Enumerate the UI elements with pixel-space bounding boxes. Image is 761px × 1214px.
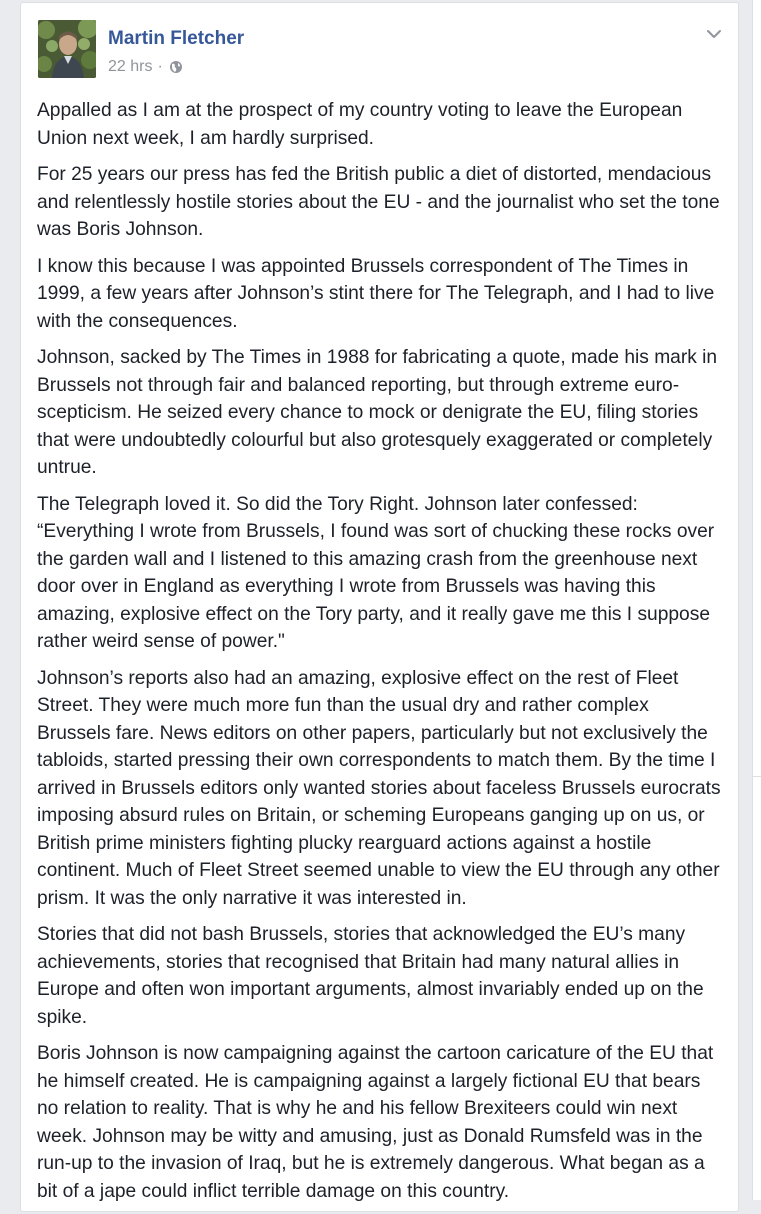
- avatar-image: [38, 20, 96, 78]
- post-timestamp[interactable]: 22 hrs: [108, 58, 153, 75]
- post-card: [20, 2, 739, 1212]
- chevron-down-icon[interactable]: [705, 25, 723, 43]
- post-body: [37, 97, 727, 1214]
- post-paragraph: Appalled as I am at the prospect of my country voting to leave the European Union next week, I am hardly surprised.: [37, 100, 683, 149]
- post-paragraph: Johnson, sacked by The Times in 1988 for fabricating a quote, made his mark in Brussels not through fair and balanced reporting, but through extreme euro-scepticism. He seized every chance to mock or denigrate the EU, filing stories that were undoubtedly colourful but also grotesquely exaggerated or completely untrue.: [37, 347, 718, 478]
- avatar[interactable]: [38, 20, 96, 78]
- post-paragraph: For 25 years our press has fed the British public a diet of distorted, mendacious and relentlessly hostile stories about the EU - and the journalist who set the tone was Boris Johnson.: [37, 164, 720, 240]
- meta-separator: ·: [157, 58, 163, 75]
- post-paragraph: I know this because I was appointed Brussels correspondent of The Times in 1999, a few years after Johnson’s stint there for The Telegraph, and I had to live with the consequences.: [37, 255, 715, 332]
- author-name[interactable]: Martin Fletcher: [108, 28, 245, 49]
- post-paragraph: The Telegraph loved it. So did the Tory Right. Johnson later confessed: “Everything I wrote from Brussels, I found was sort of chucking these rocks over the garden wall and I listened to this amazing crash from the greenhouse next door over in England as everything I wrote from Brussels was having this amazing, explosive effect on the Tory party, and it really gave me this I suppose rather weird sense of power.": [37, 493, 715, 652]
- globe-icon[interactable]: [169, 60, 183, 74]
- post-meta: [108, 57, 183, 77]
- adjacent-column: [752, 0, 761, 1200]
- divider: [753, 776, 761, 777]
- post-paragraph: Boris Johnson is now campaigning against the cartoon caricature of the EU that he himself created. He is campaigning against a largely fictional EU that bears no relation to reality. That is why he and his fellow Brexiteers could win next week. Johnson may be witty and amusing, just as Donald Rumsfeld was in the run-up to the invasion of Iraq, but he is extremely dangerous. What began as a bit of a jape could inflict terrible damage on this country.: [37, 1043, 714, 1202]
- post-paragraph: Johnson’s reports also had an amazing, explosive effect on the rest of Fleet Street. They were much more fun than the usual dry and rather complex Brussels fare. News editors on other papers, particularly but not exclusively the tabloids, started pressing their own correspondents to match them. By the time I arrived in Brussels editors only wanted stories about faceless Brussels eurocrats imposing absurd rules on Britain, or scheming Europeans ganging up on us, or British prime ministers fighting plucky rearguard actions against a hostile continent. Much of Fleet Street seemed unable to view the EU through any other prism. It was the only narrative it was interested in.: [37, 667, 721, 909]
- post-paragraph: Stories that did not bash Brussels, stories that acknowledged the EU’s many achievements, stories that recognised that Britain had many natural allies in Europe and often won important arguments, almost invariably ended up on the spike.: [37, 924, 704, 1028]
